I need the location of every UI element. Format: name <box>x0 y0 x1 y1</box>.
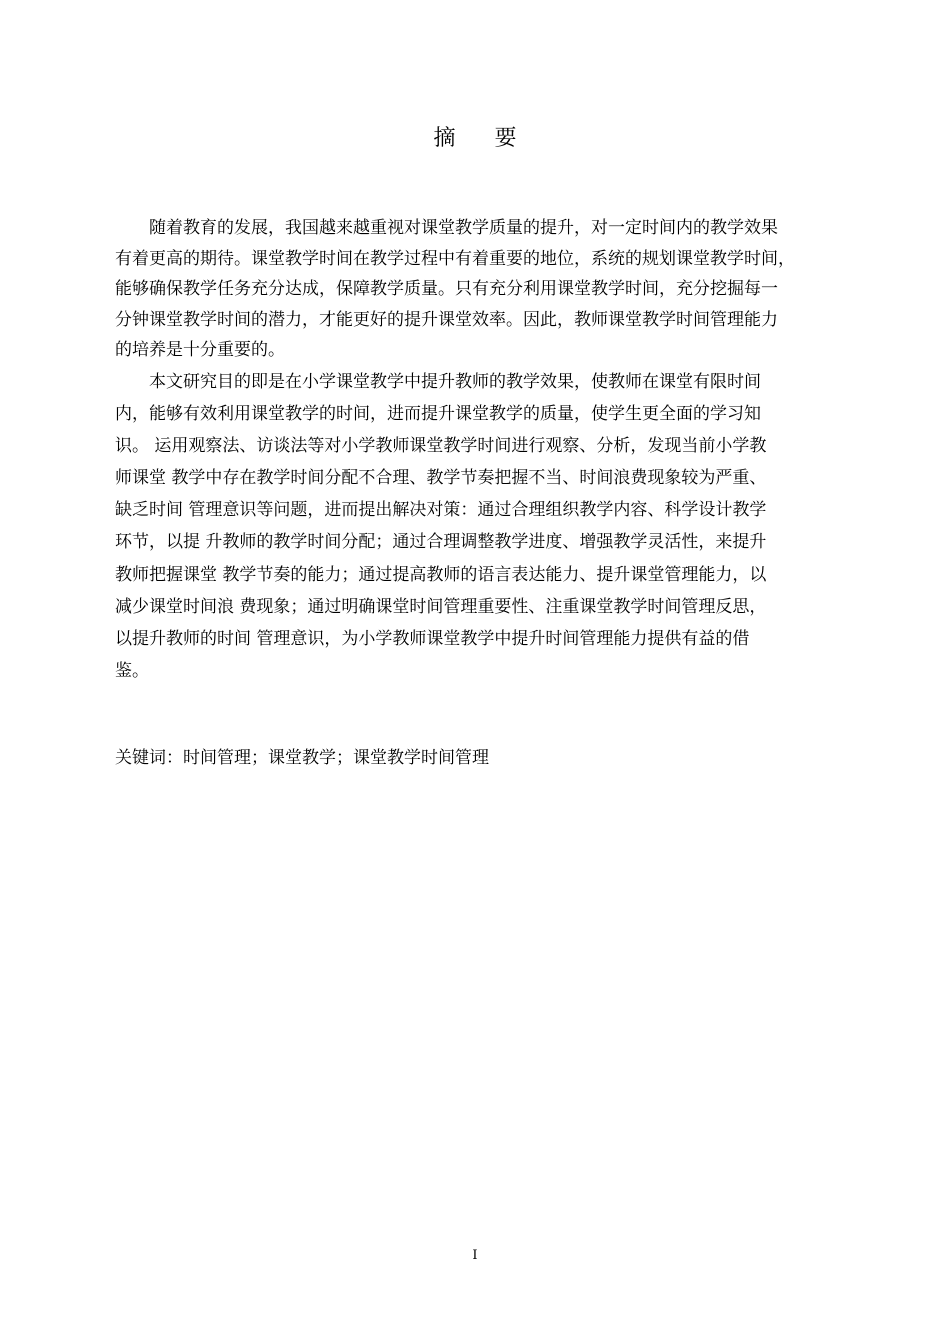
paragraph-line: 识。 运用观察法、访谈法等对小学教师课堂教学时间进行观察、分析，发现当前小学教 <box>115 436 767 457</box>
paragraph-line: 内，能够有效利用课堂教学的时间，进而提升课堂教学的质量，使学生更全面的学习知 <box>115 404 761 425</box>
keywords-line: 关键词：时间管理；课堂教学；课堂教学时间管理 <box>115 748 489 768</box>
paragraph-line: 以提升教师的时间 管理意识，为小学教师课堂教学中提升时间管理能力提供有益的借 <box>115 628 750 649</box>
paragraph-line: 有着更高的期待。课堂教学时间在教学过程中有着重要的地位，系统的规划课堂教学时间， <box>115 248 795 269</box>
paragraph-line: 环节，以提 升教师的教学时间分配；通过合理调整教学进度、增强教学灵活性，来提升 <box>115 532 767 553</box>
abstract-paragraph-2 <box>115 366 865 687</box>
paragraph-line: 的培养是十分重要的。 <box>115 340 285 361</box>
paragraph-line: 本文研究目的即是在小学课堂教学中提升教师的教学效果，使教师在课堂有限时间 <box>149 371 761 392</box>
paragraph-line: 减少课堂时间浪 费现象；通过明确课堂时间管理重要性、注重课堂教学时间管理反思， <box>115 596 767 617</box>
abstract-title: 摘 要 <box>433 126 533 151</box>
abstract-paragraph-1 <box>115 213 865 366</box>
paragraph-line: 缺乏时间 管理意识等问题，进而提出解决对策：通过合理组织教学内容、科学设计教学 <box>115 500 767 521</box>
paragraph-line: 鉴。 <box>115 660 149 681</box>
paragraph-line: 能够确保教学任务充分达成，保障教学质量。只有充分利用课堂教学时间，充分挖掘每一 <box>115 279 778 300</box>
paragraph-line: 师课堂 教学中存在教学时间分配不合理、教学节奏把握不当、时间浪费现象较为严重、 <box>115 468 767 489</box>
abstract-body <box>115 213 865 687</box>
paragraph-line: 随着教育的发展，我国越来越重视对课堂教学质量的提升，对一定时间内的教学效果 <box>149 218 778 238</box>
paragraph-line: 分钟课堂教学时间的潜力，才能更好的提升课堂效率。因此，教师课堂教学时间管理能力 <box>115 309 778 330</box>
paragraph-line: 教师把握课堂 教学节奏的能力；通过提高教师的语言表达能力、提升课堂管理能力，以 <box>115 564 767 585</box>
page-number: I <box>472 1248 478 1263</box>
